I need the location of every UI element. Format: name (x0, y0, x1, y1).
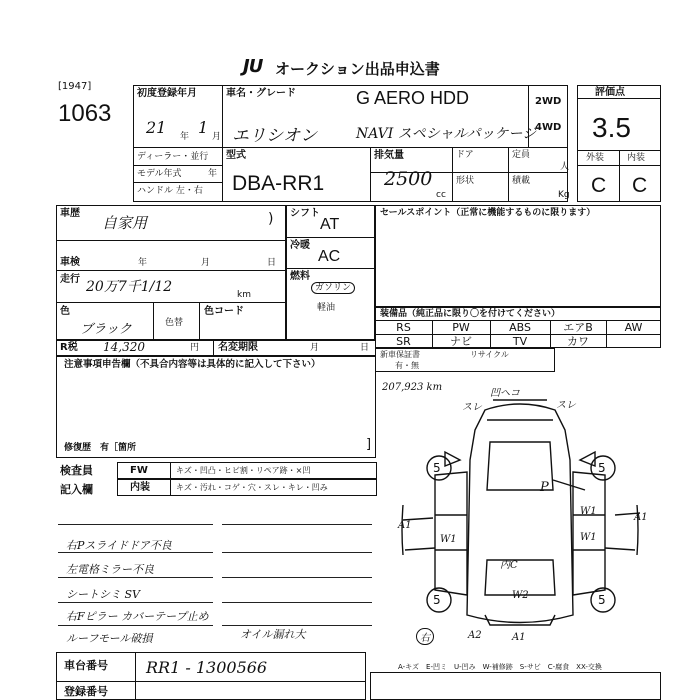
chassis-label: 車台番号 (64, 659, 108, 672)
model-code: DBA-RR1 (232, 172, 325, 195)
tax-unit: 円 (190, 343, 200, 353)
diagram-top-left: スレ (462, 402, 482, 413)
drive-2wd: 2WD (535, 96, 562, 107)
note-2: 左電格ミラー不良 (66, 563, 154, 576)
diagram-w1-a: W1 (580, 506, 597, 517)
color-code-label: 色コード (204, 306, 244, 317)
sales-point-box (375, 205, 661, 307)
equip-pw: PW (452, 321, 470, 334)
diagram-top-mid: 凹ヘコ (490, 388, 520, 399)
first-reg-month-unit: 月 (212, 132, 222, 142)
first-reg-label: 初度登録年月 (137, 88, 197, 99)
car-diagram (375, 380, 665, 650)
diagram-w1-b: W1 (580, 532, 597, 543)
first-reg-year-unit: 年 (180, 132, 190, 142)
lot-number: 1063 (58, 100, 112, 127)
model-year-unit: 年 (208, 169, 218, 179)
equip-leather: カワ (567, 335, 589, 348)
handle-label: ハンドル 左・右 (137, 186, 203, 196)
note-1: 右Pスライドドア不良 (66, 539, 172, 552)
load-label: 積載 (512, 176, 531, 186)
diagram-w1-c: W1 (440, 534, 457, 545)
color-label: 色 (60, 306, 70, 317)
drive-4wd: 4WD (535, 122, 562, 133)
chassis-value: RR1 - 1300566 (146, 658, 268, 677)
interior-grade: C (632, 174, 648, 197)
fuel-value: ガソリン (311, 282, 355, 294)
note-3: シートシミ SV (66, 588, 140, 601)
car-name: エリシオン (232, 126, 317, 146)
sales-point-label: セールスポイント（正常に機能するものに限ります） (380, 208, 596, 218)
displacement: 2500 (384, 168, 433, 190)
equipment-label: 装備品（純正品に限り〇を付けてください） (380, 309, 561, 319)
model-year-label: モデル年式 (137, 169, 182, 179)
name-change-day-unit: 日 (360, 343, 370, 353)
fuel-label: 燃料 (290, 271, 310, 282)
color-change-label: 色替 (165, 318, 184, 328)
form-title: オークション出品申込書 (275, 60, 440, 78)
legend-box (370, 672, 661, 700)
rating-label: 評価点 (595, 87, 625, 98)
capacity-label: 定員 (512, 150, 531, 160)
warranty-label: 新車保証書 (380, 350, 420, 359)
exterior-label: 外装 (586, 153, 605, 163)
color-value: ブラック (80, 322, 132, 337)
grade-sub: NAVI スペシャルパッケージ (356, 126, 537, 142)
equip-rs: RS (396, 321, 411, 334)
name-change-unit: 月 (310, 343, 320, 353)
interior-items: キズ・汚れ・コゲ・穴・スレ・キレ・凹み (176, 483, 328, 492)
tire-fr: 5 (598, 461, 606, 475)
grade: G AERO HDD (356, 88, 470, 108)
usage-label: 車歴 (60, 208, 80, 219)
first-reg-year: 21 (146, 118, 167, 137)
mileage-note: 207,923 km (382, 382, 443, 393)
remarks-label: 注意事項申告欄（不具合内容等は具体的に記入して下さい） (64, 359, 321, 370)
displacement-label: 排気量 (374, 150, 404, 161)
displacement-unit: cc (436, 190, 446, 200)
equip-airbag: エアB (563, 321, 593, 334)
name-change-label: 名変期限 (218, 342, 258, 353)
equip-aw: AW (624, 321, 643, 334)
exterior-grade: C (591, 174, 607, 197)
diagram-w2: W2 (512, 590, 529, 601)
diagram-a2: A2 (468, 630, 482, 641)
year-label: 車検 (60, 257, 80, 268)
legend: A-キズ E-凹ミ U-凹み W-補修跡 S-サビ C-腐食 XX-交換 (398, 663, 602, 671)
equip-sr: SR (396, 335, 411, 348)
tax-value: 14,320 (103, 340, 145, 354)
interior-row-label: 内装 (130, 482, 150, 493)
year-unit: 年 (138, 258, 148, 268)
ref-code: [1947] (58, 81, 92, 92)
reg-label: 登録番号 (64, 685, 108, 698)
equip-navi: ナビ (450, 335, 472, 348)
load-unit: Kg (558, 190, 570, 200)
recycle-label: リサイクル (470, 350, 509, 359)
note-6: オイル漏れ大 (240, 628, 306, 641)
dealer-label: ディーラー・並行 (137, 152, 209, 162)
usage-value: 自家用 (102, 214, 148, 232)
tire-rr: 5 (598, 593, 606, 607)
tax-label: R税 (60, 342, 78, 353)
diesel-label: 軽油 (317, 303, 336, 313)
capacity-unit: 人 (560, 162, 570, 172)
diagram-inner-c: 内C (500, 560, 518, 571)
tire-fl: 5 (433, 461, 441, 475)
rating: 3.5 (592, 112, 631, 143)
fw-items: キズ・凹凸・ヒビ割・リペア跡・×凹 (176, 466, 311, 475)
shift-label: シフト (290, 208, 320, 219)
diagram-a1-left: A1 (398, 520, 412, 531)
fw-label: FW (130, 465, 148, 476)
logo: JU (243, 56, 263, 77)
mileage-unit: km (237, 290, 251, 300)
ac-label: 冷暖 (290, 240, 310, 251)
month-unit: 月 (201, 258, 211, 268)
diagram-top-right: スレ (556, 400, 576, 411)
first-reg-month: 1 (198, 118, 209, 137)
shift-value: AT (320, 216, 340, 233)
door-label: ドア (456, 150, 474, 160)
shape-label: 形状 (456, 176, 475, 186)
mileage-value: 20万7千1/12 (86, 279, 173, 295)
equip-abs: ABS (509, 321, 531, 334)
repair-label: 修復歴 有［箇所 (64, 443, 137, 453)
day-unit: 日 (267, 258, 277, 268)
note-5: ルーフモール破損 (66, 632, 153, 645)
model-code-label: 型式 (226, 150, 246, 161)
interior-label: 内装 (627, 153, 646, 163)
diagram-a1-bottom: A1 (512, 632, 526, 643)
warranty-value: 有・無 (395, 361, 419, 370)
ac-value: AC (318, 248, 341, 265)
inspector-label: 検査員 (60, 464, 93, 477)
car-name-label: 車名・グレード (226, 88, 296, 99)
diagram-s-tag: 右 (416, 628, 434, 645)
vehicle-block (133, 85, 568, 202)
entry-label: 記入欄 (60, 483, 93, 496)
note-4: 右Fピラー カバーテープ止め (66, 610, 209, 623)
mileage-label: 走行 (60, 274, 80, 285)
diagram-a1-right: A1 (634, 512, 648, 523)
tire-rl: 5 (433, 593, 441, 607)
diagram-p: P (540, 480, 549, 495)
equip-tv: TV (512, 335, 528, 348)
